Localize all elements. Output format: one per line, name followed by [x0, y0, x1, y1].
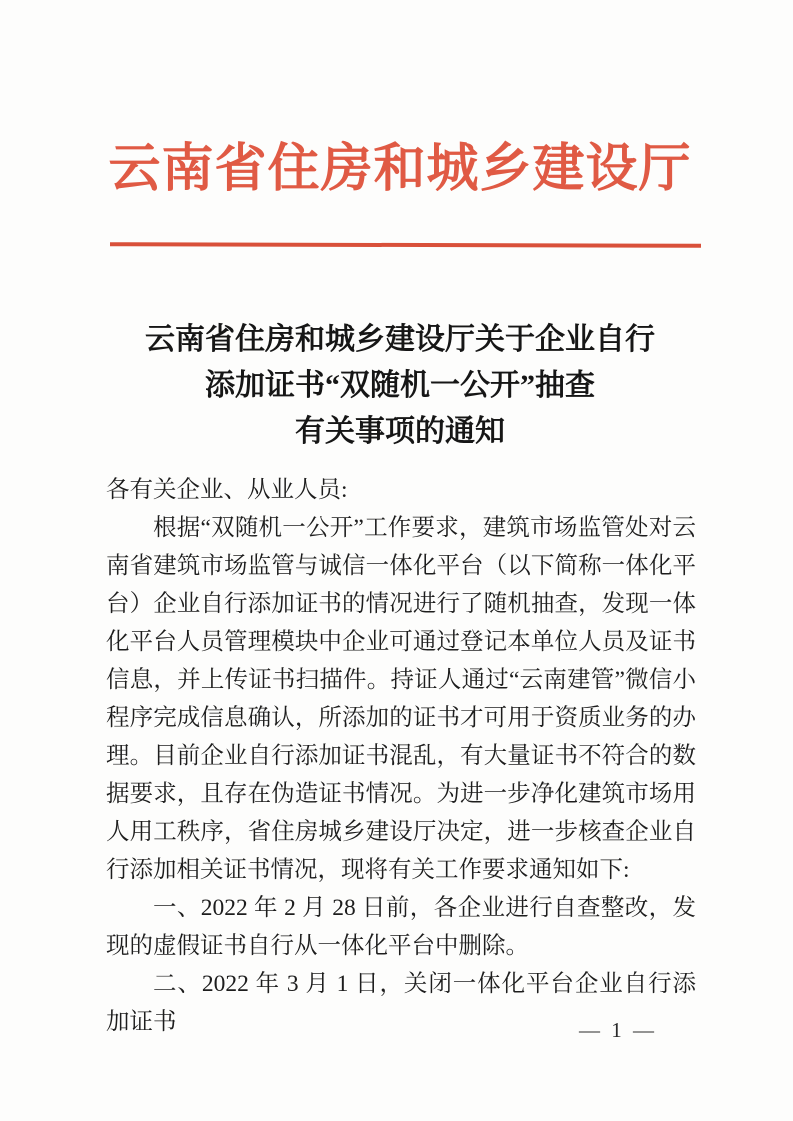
body-paragraph-item-1: 一、2022 年 2 月 28 日前，各企业进行自查整改，发现的虚假证书自行从一体化平台中删除。	[106, 895, 696, 959]
document-title-line-3: 有关事项的通知	[295, 415, 505, 448]
body-paragraph-1: 根据“双随机一公开”工作要求，建筑市场监管处对云南省建筑市场监管与诚信一体化平台（以下简称一体化平台）企业自行添加证书的情况进行了随机抽查，发现一体化平台人员管理模块中企业可通过登记本单位人员及证书信息，并上传证书扫描件。持证人通过“云南建管”微信小程序完成信息确认，所添加的证书才可用于资质业务的办理。目前企业自行添加证书混乱，有大量证书不符合的数据要求，且存在伪造证书情况。为进一步净化建筑市场用人用工秩序，省住房城乡建设厅决定，进一步核查企业自行添加相关证书情况，现将有关工作要求通知如下:	[106, 515, 696, 883]
page-number: — 1 —	[579, 1018, 657, 1042]
letterhead	[100, 134, 700, 207]
salutation-line: 各有关企业、从业人员:	[106, 477, 348, 503]
document-title-line-2: 添加证书“双随机一公开”抽查	[205, 369, 595, 402]
document-title	[100, 317, 700, 455]
document-body	[106, 471, 696, 1041]
letterhead-divider-rule	[110, 242, 701, 248]
letterhead-org-name: 云南省住房和城乡建设厅	[108, 141, 692, 198]
body-paragraph-item-2: 二、2022 年 3 月 1 日，关闭一体化平台企业自行添加证书	[106, 971, 696, 1035]
document-title-line-1: 云南省住房和城乡建设厅关于企业自行	[145, 323, 655, 356]
